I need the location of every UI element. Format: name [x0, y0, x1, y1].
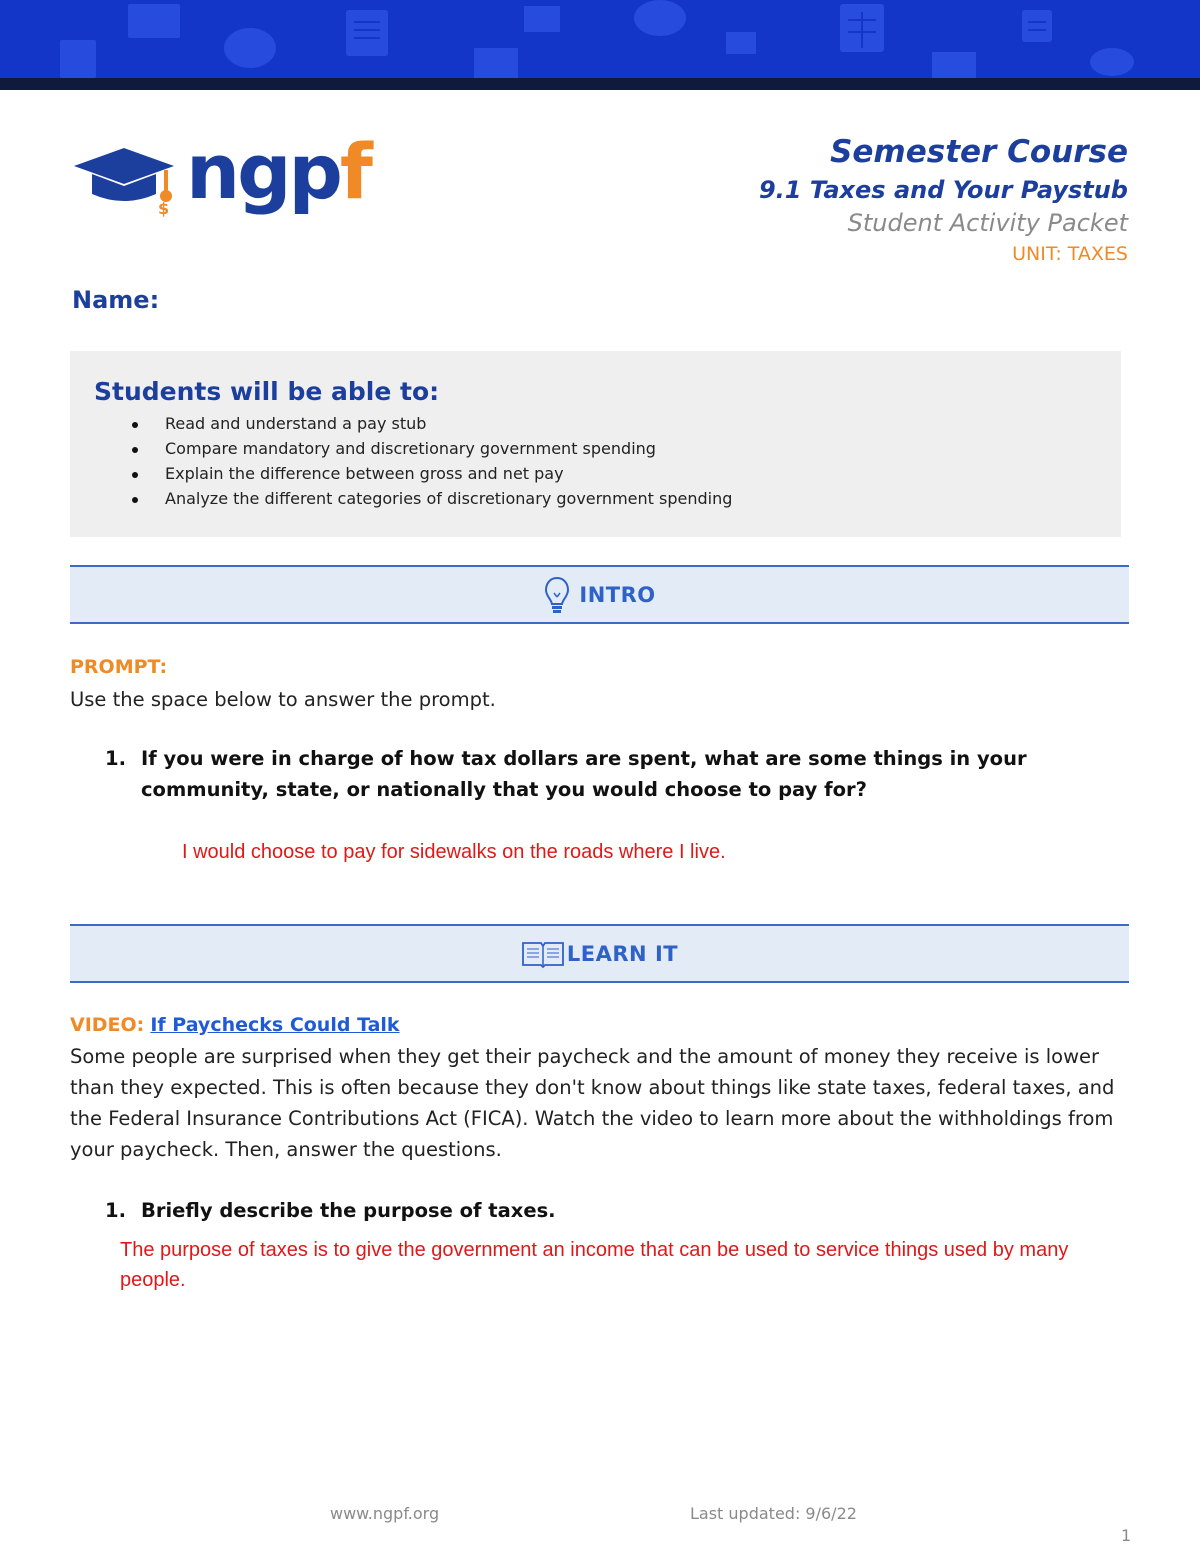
- logo-text-f: f: [339, 127, 370, 216]
- svg-text:$: $: [158, 199, 170, 218]
- video-label: VIDEO:: [70, 1014, 145, 1036]
- piggy-bank-icon: [634, 0, 686, 36]
- folder-shape-icon: [128, 4, 180, 38]
- banner-strip: [0, 78, 1200, 90]
- folder-shape-icon: [474, 48, 518, 78]
- question-text: If you were in charge of how tax dollars are spent, what are some things in your community, state, or nationally that you would choose to pay for?: [141, 747, 1027, 801]
- video-description: Some people are surprised when they get their paycheck and the amount of money they receive is lower than they expected. This is often because they don't know about things like state taxes, federal taxes, and the Federal Insurance Contributions Act (FICA). Watch the video to learn more about the withholdings from your paycheck. Then, answer the questions.: [70, 1045, 1115, 1161]
- question-number: 1.: [105, 747, 126, 770]
- graduation-cap-icon: [72, 142, 184, 222]
- packet-subtitle: Student Activity Packet: [847, 209, 1128, 237]
- document-shape-icon: [60, 40, 96, 78]
- page-number: 1: [1121, 1526, 1132, 1545]
- learn-answer[interactable]: The purpose of taxes is to give the government an income that can be used to service things used by many people.: [120, 1239, 1069, 1291]
- objective-item: Read and understand a pay stub: [70, 413, 732, 438]
- objectives-list: [70, 413, 732, 513]
- header-banner: [0, 0, 1200, 78]
- folder-shape-icon: [932, 52, 976, 78]
- footer-website: www.ngpf.org: [330, 1504, 440, 1523]
- book-icon: [521, 939, 565, 969]
- unit-label: UNIT: TAXES: [1012, 243, 1128, 265]
- intro-section-title: INTRO: [579, 582, 656, 607]
- name-field-label: Name:: [72, 286, 160, 314]
- logo-text-ngp: ngp: [186, 127, 340, 216]
- prompt-label: PROMPT:: [70, 656, 168, 678]
- footer-last-updated: Last updated: 9/6/22: [690, 1504, 857, 1523]
- lightbulb-icon: [543, 575, 571, 615]
- folder-shape-icon: [726, 32, 756, 54]
- calculator-shape-icon: [524, 6, 560, 32]
- calculator-shape-icon: [1022, 10, 1052, 42]
- course-title: Semester Course: [830, 134, 1128, 170]
- notepad-icon: [346, 10, 388, 56]
- objective-item: Analyze the different categories of discretionary government spending: [70, 488, 732, 513]
- lesson-title: 9.1 Taxes and Your Paystub: [758, 176, 1128, 204]
- logo-wordmark: [186, 127, 370, 216]
- question-text: Briefly describe the purpose of taxes.: [141, 1199, 556, 1222]
- banner-pattern: [0, 0, 1200, 78]
- video-heading: [70, 1014, 400, 1036]
- piggy-bank-icon: [1090, 48, 1134, 76]
- question-number: 1.: [105, 1199, 126, 1222]
- piggy-bank-icon: [224, 28, 276, 68]
- intro-section-header: [70, 565, 1129, 624]
- ngpf-logo: [72, 127, 370, 220]
- intro-answer[interactable]: I would choose to pay for sidewalks on the roads where I live.: [182, 841, 726, 863]
- prompt-instructions: Use the space below to answer the prompt.: [70, 688, 496, 711]
- video-link[interactable]: If Paychecks Could Talk: [150, 1014, 400, 1036]
- objective-item: Compare mandatory and discretionary government spending: [70, 438, 732, 463]
- learn-it-section-title: LEARN IT: [566, 941, 679, 966]
- objective-item: Explain the difference between gross and net pay: [70, 463, 732, 488]
- learn-it-section-header: [70, 924, 1129, 983]
- objectives-title: Students will be able to:: [94, 377, 440, 406]
- objectives-box: [70, 351, 1121, 537]
